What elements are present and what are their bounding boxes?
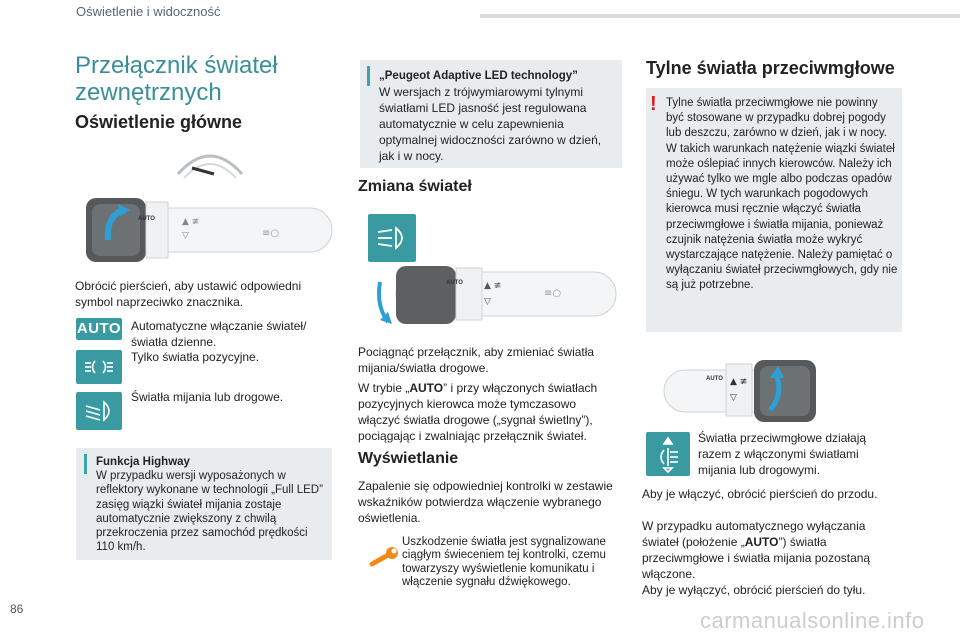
page-number: 86 (10, 602, 24, 616)
peugeot-description: W wersjach z trójwymiarowymi tylnymi światłami LED jasność jest regulowana automatycznie w celu zapewnienia optymalnej widoczności zarówno w dzień, jak i w nocy. (379, 85, 602, 163)
light-stalk-illustration (82, 192, 336, 268)
steering-wheel-illustration (170, 144, 250, 188)
flash-instruction (358, 380, 618, 444)
auto-off-part2: ”) światła przeciwmgłowe i światła mijania pozostaną włączone. (642, 535, 871, 581)
svg-text:▽: ▽ (182, 231, 189, 241)
switching-instruction: Pociągnąć przełącznik, aby zmieniać światła mijania/światła drogowe. (358, 345, 595, 375)
section-title-switching: Zmiana świateł (358, 178, 472, 195)
peugeot-title: „Peugeot Adaptive LED technology” (379, 70, 578, 82)
fault-note: Uszkodzenie światła jest sygnalizowane ciągłym świeceniem tej kontrolki, czemu towarzyszy wyświetlenie komunikatu i włączenie sygnału dźwiękowego. (402, 536, 606, 589)
highway-text-block (96, 455, 328, 554)
auto-icon (76, 318, 122, 340)
rear-fog-light-icon (646, 432, 690, 476)
svg-text:▲ ≢: ▲ ≢ (484, 281, 502, 291)
ring-instruction: Obrócić pierścień, aby ustawić odpowiedni symbol naprzeciwko znacznika. (75, 279, 302, 309)
svg-text:▲ ≢: ▲ ≢ (182, 217, 200, 227)
watermark: carmanualsonline.info (700, 608, 925, 633)
svg-text:AUTO: AUTO (138, 216, 155, 222)
display-description: Zapalenie się odpowiedniej kontrolki w zestawie wskaźników potwierdza włączenie wybranego oświetlenia. (358, 479, 613, 525)
info-marker (84, 454, 87, 474)
info-marker (367, 66, 370, 86)
section-title-display: Wyświetlanie (358, 450, 459, 467)
position-lights-text: Tylko światła pozycyjne. (131, 350, 260, 364)
svg-text:▲ ≢: ▲ ≢ (730, 377, 748, 387)
section-title-fog-lights: Tylne światła przeciwmgłowe (646, 58, 895, 78)
header-divider (480, 14, 960, 18)
svg-text:≡○: ≡○ (544, 288, 562, 299)
fog-lights-operation-text: Światła przeciwmgłowe działają razem z włączonymi światłami mijania lub drogowymi. (698, 431, 867, 477)
fog-on-step (642, 486, 902, 504)
svg-text:AUTO: AUTO (706, 376, 723, 382)
auto-lights-text: Automatyczne włączanie świateł/ światła dzienne. (131, 319, 307, 349)
dipped-beam-text: Światła mijania lub drogowe. (131, 390, 284, 404)
section-header: Oświetlenie i widoczność (76, 4, 221, 19)
flash-instruction-part1: W trybie „ (358, 381, 410, 395)
dipped-beam-icon (76, 392, 122, 430)
auto-keyword: AUTO (409, 381, 444, 395)
warning-icon: ! (650, 93, 657, 115)
fog-on-text: Aby je włączyć, obrócić pierścień do przodu. (642, 487, 878, 501)
highway-title: Funkcja Highway (96, 456, 190, 468)
auto-keyword: AUTO (744, 535, 779, 549)
fog-off-text: Aby je wyłączyć, obrócić pierścień do tyłu. (642, 583, 866, 597)
svg-text:▽: ▽ (730, 393, 737, 403)
flash-instruction-part2: ” i przy włączonych światłach pozycyjnych kierowca może tymczasowo włączyć światła drogowe („sygnał świetlny”), pociągając i zwalniając przełącznik świateł. (358, 381, 598, 443)
fog-warning-text: Tylne światła przeciwmgłowe nie powinny być stosowane w przypadku dobrej pogody lub deszczu, zarówno w dzień, jak i w nocy. W takich warunkach natężenie wiązki świateł może oślepiać innych kierowców. Należy ich używać tylko we mgle albo podczas opadów śniegu. W tych warunkach pogodowych kierowca musi ręcznie włączyć światła przeciwmgłowe i światła mijania, ponieważ czujnik natężenia światła może wykryć wystarczające natężenie. Należy pamiętać o wyłączaniu świateł przeciwmgłowych, gdy nie są już potrzebne. (666, 97, 898, 292)
auto-icon-label: AUTO (76, 320, 122, 337)
svg-text:≡○: ≡○ (262, 228, 280, 239)
auto-off-part1: W przypadku automatycznego wyłączania świateł (położenie „ (642, 519, 866, 549)
svg-text:▽: ▽ (484, 297, 491, 307)
section-title-main-lights: Oświetlenie główne (75, 112, 243, 132)
position-lights-icon (76, 350, 122, 384)
highway-description: W przypadku wersji wyposażonych w reflektory wykonane w technologii „Full LED” zasięg wiązki świateł mijania zostaje automatycznie zwiększony z chwilą przekroczenia przez samochód prędkości 110 km/h. (96, 470, 323, 554)
high-beam-icon (368, 214, 416, 262)
fog-stalk-illustration (660, 356, 900, 428)
svg-text:AUTO: AUTO (446, 280, 463, 286)
light-stalk-pull-illustration (366, 262, 618, 336)
auto-off-note (642, 518, 904, 582)
peugeot-text-block (379, 68, 619, 164)
wrench-icon (366, 544, 400, 570)
page-title: Przełącznik świateł zewnętrznych (75, 52, 278, 106)
fog-off-step (642, 582, 904, 600)
